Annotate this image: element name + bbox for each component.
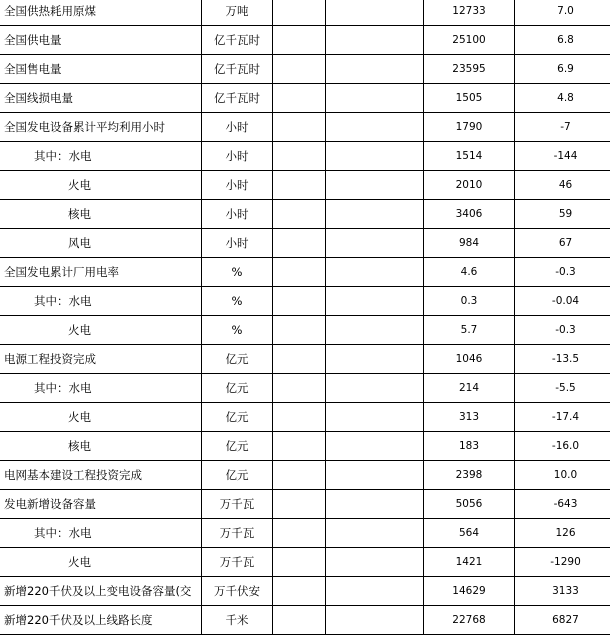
unit-cell: 亿元: [202, 432, 273, 461]
indicator-name-cell: 新增220千伏及以上线路长度: [0, 606, 202, 635]
change-cell: 67: [515, 229, 610, 258]
unit-cell: 亿元: [202, 461, 273, 490]
indicator-name-cell: 电源工程投资完成: [0, 345, 202, 374]
indicator-name-cell: 其中：水电: [0, 374, 202, 403]
change-cell: -0.04: [515, 287, 610, 316]
empty-cell: [273, 403, 326, 432]
indicator-name-cell: 核电: [0, 200, 202, 229]
change-cell: 10.0: [515, 461, 610, 490]
value-cell: 14629: [424, 577, 515, 606]
change-cell: 126: [515, 519, 610, 548]
value-cell: 4.6: [424, 258, 515, 287]
unit-cell: 小时: [202, 229, 273, 258]
value-cell: 5056: [424, 490, 515, 519]
empty-cell: [273, 548, 326, 577]
empty-cell: [273, 84, 326, 113]
table-row: [0, 200, 610, 229]
value-cell: 23595: [424, 55, 515, 84]
indicator-name-cell: 全国线损电量: [0, 84, 202, 113]
indicator-name-cell: 新增220千伏及以上变电设备容量(交: [0, 577, 202, 606]
table-row: [0, 84, 610, 113]
unit-cell: 小时: [202, 142, 273, 171]
empty-cell: [273, 374, 326, 403]
indicator-name-cell: 其中：水电: [0, 519, 202, 548]
empty-cell: [273, 55, 326, 84]
table-row: [0, 461, 610, 490]
empty-cell: [326, 316, 424, 345]
indicator-name-cell: 全国发电设备累计平均利用小时: [0, 113, 202, 142]
empty-cell: [273, 432, 326, 461]
indicator-name-cell: 全国发电累计厂用电率: [0, 258, 202, 287]
empty-cell: [273, 316, 326, 345]
empty-cell: [326, 113, 424, 142]
empty-cell: [273, 287, 326, 316]
change-cell: 7.0: [515, 0, 610, 26]
value-cell: 1046: [424, 345, 515, 374]
change-cell: -5.5: [515, 374, 610, 403]
value-cell: 183: [424, 432, 515, 461]
indicator-name-cell: 火电: [0, 316, 202, 345]
unit-cell: 亿元: [202, 403, 273, 432]
empty-cell: [273, 113, 326, 142]
empty-cell: [273, 229, 326, 258]
unit-cell: 亿千瓦时: [202, 26, 273, 55]
empty-cell: [326, 490, 424, 519]
table-row: [0, 26, 610, 55]
change-cell: 3133: [515, 577, 610, 606]
unit-cell: 亿千瓦时: [202, 84, 273, 113]
value-cell: 25100: [424, 26, 515, 55]
change-cell: 6.8: [515, 26, 610, 55]
empty-cell: [326, 84, 424, 113]
table-row: [0, 316, 610, 345]
table-row: [0, 490, 610, 519]
value-cell: 1514: [424, 142, 515, 171]
empty-cell: [326, 258, 424, 287]
empty-cell: [326, 345, 424, 374]
empty-cell: [326, 55, 424, 84]
value-cell: 0.3: [424, 287, 515, 316]
table-row: [0, 113, 610, 142]
empty-cell: [273, 606, 326, 635]
empty-cell: [273, 577, 326, 606]
change-cell: -13.5: [515, 345, 610, 374]
empty-cell: [326, 142, 424, 171]
value-cell: 564: [424, 519, 515, 548]
change-cell: -643: [515, 490, 610, 519]
value-cell: 984: [424, 229, 515, 258]
unit-cell: 小时: [202, 200, 273, 229]
value-cell: 2010: [424, 171, 515, 200]
empty-cell: [326, 287, 424, 316]
empty-cell: [326, 548, 424, 577]
indicator-name-cell: 电网基本建设工程投资完成: [0, 461, 202, 490]
indicator-name-cell: 其中：水电: [0, 142, 202, 171]
change-cell: -17.4: [515, 403, 610, 432]
indicator-name-cell: 其中：水电: [0, 287, 202, 316]
table-row: [0, 606, 610, 635]
indicator-name-cell: 风电: [0, 229, 202, 258]
change-cell: 6827: [515, 606, 610, 635]
table-row: [0, 403, 610, 432]
indicator-name-cell: 全国售电量: [0, 55, 202, 84]
empty-cell: [326, 606, 424, 635]
value-cell: 1505: [424, 84, 515, 113]
unit-cell: 亿元: [202, 345, 273, 374]
unit-cell: %: [202, 316, 273, 345]
empty-cell: [273, 258, 326, 287]
indicator-name-cell: 全国供电量: [0, 26, 202, 55]
change-cell: 6.9: [515, 55, 610, 84]
empty-cell: [326, 577, 424, 606]
unit-cell: %: [202, 258, 273, 287]
unit-cell: 万吨: [202, 0, 273, 26]
empty-cell: [326, 461, 424, 490]
empty-cell: [273, 200, 326, 229]
empty-cell: [326, 519, 424, 548]
empty-cell: [326, 0, 424, 26]
table-row: [0, 0, 610, 26]
value-cell: 1421: [424, 548, 515, 577]
table-row: [0, 519, 610, 548]
change-cell: 59: [515, 200, 610, 229]
indicator-name-cell: 发电新增设备容量: [0, 490, 202, 519]
empty-cell: [273, 345, 326, 374]
unit-cell: 亿千瓦时: [202, 55, 273, 84]
empty-cell: [326, 200, 424, 229]
value-cell: 22768: [424, 606, 515, 635]
change-cell: 4.8: [515, 84, 610, 113]
table-row: [0, 287, 610, 316]
empty-cell: [273, 171, 326, 200]
value-cell: 1790: [424, 113, 515, 142]
empty-cell: [273, 142, 326, 171]
empty-cell: [326, 432, 424, 461]
unit-cell: 亿元: [202, 374, 273, 403]
change-cell: -0.3: [515, 316, 610, 345]
empty-cell: [273, 490, 326, 519]
table-row: [0, 142, 610, 171]
empty-cell: [326, 403, 424, 432]
value-cell: 12733: [424, 0, 515, 26]
value-cell: 5.7: [424, 316, 515, 345]
change-cell: 46: [515, 171, 610, 200]
table-row: [0, 374, 610, 403]
change-cell: -1290: [515, 548, 610, 577]
empty-cell: [326, 229, 424, 258]
unit-cell: %: [202, 287, 273, 316]
indicator-name-cell: 火电: [0, 403, 202, 432]
unit-cell: 万千伏安: [202, 577, 273, 606]
unit-cell: 小时: [202, 113, 273, 142]
unit-cell: 万千瓦: [202, 519, 273, 548]
unit-cell: 万千瓦: [202, 490, 273, 519]
unit-cell: 小时: [202, 171, 273, 200]
table-row: [0, 548, 610, 577]
unit-cell: 千米: [202, 606, 273, 635]
empty-cell: [273, 519, 326, 548]
table-row: [0, 229, 610, 258]
change-cell: -7: [515, 113, 610, 142]
empty-cell: [273, 0, 326, 26]
empty-cell: [273, 461, 326, 490]
table-row: [0, 432, 610, 461]
change-cell: -0.3: [515, 258, 610, 287]
table-row: [0, 55, 610, 84]
value-cell: 313: [424, 403, 515, 432]
indicator-name-cell: 火电: [0, 548, 202, 577]
indicator-name-cell: 火电: [0, 171, 202, 200]
table-row: [0, 258, 610, 287]
change-cell: -144: [515, 142, 610, 171]
table-row: [0, 171, 610, 200]
value-cell: 2398: [424, 461, 515, 490]
value-cell: 214: [424, 374, 515, 403]
table-row: [0, 345, 610, 374]
empty-cell: [326, 26, 424, 55]
empty-cell: [326, 171, 424, 200]
unit-cell: 万千瓦: [202, 548, 273, 577]
table-row: [0, 577, 610, 606]
empty-cell: [326, 374, 424, 403]
empty-cell: [273, 26, 326, 55]
change-cell: -16.0: [515, 432, 610, 461]
indicator-name-cell: 核电: [0, 432, 202, 461]
indicator-name-cell: 全国供热耗用原煤: [0, 0, 202, 26]
value-cell: 3406: [424, 200, 515, 229]
